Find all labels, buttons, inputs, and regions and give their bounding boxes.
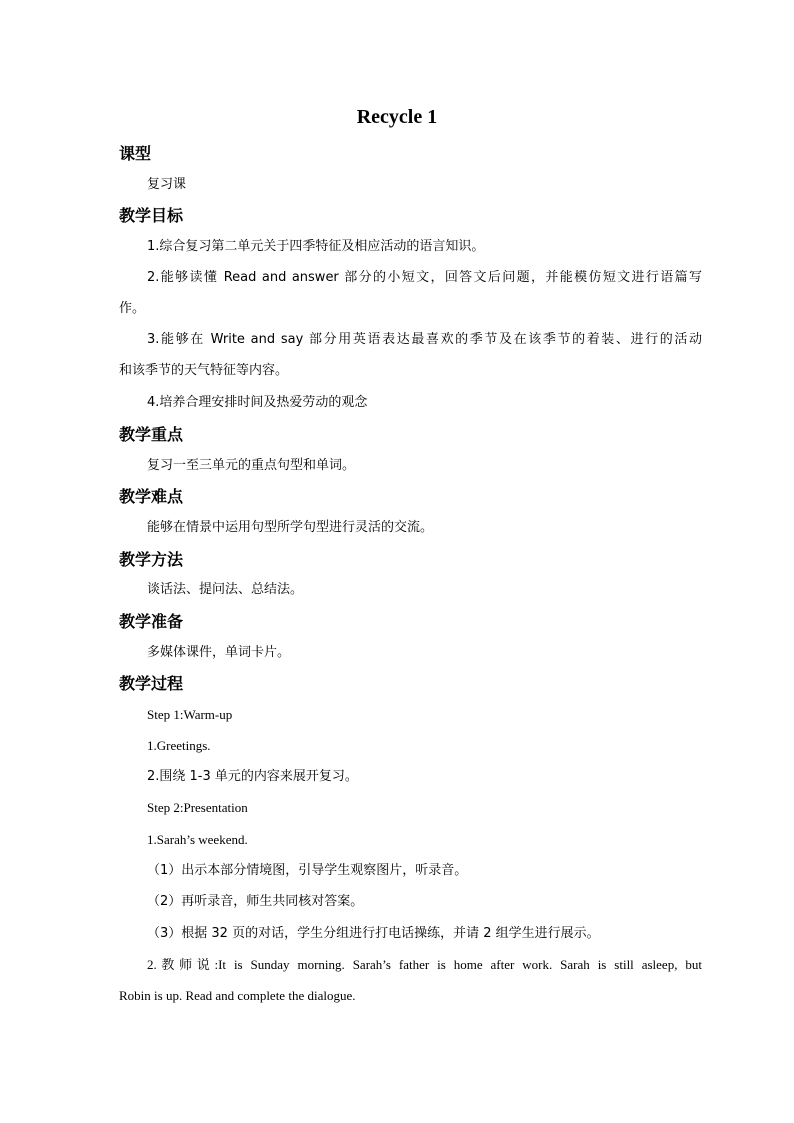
objective-line: 3.能够在 Write and say 部分用英语表达最喜欢的季节及在该季节的着装、进行的活动	[147, 332, 702, 347]
process-line: 2.围绕 1-3 单元的内容来展开复习。	[147, 769, 358, 784]
section-heading-process: 教学过程	[119, 674, 184, 693]
process-line: Step 1:Warm-up	[147, 707, 233, 722]
process-line: Robin is up. Read and complete the dialogue.	[119, 988, 356, 1003]
process-line: 1.Sarah’s weekend.	[147, 832, 248, 847]
methods-content: 谈话法、提问法、总结法。	[147, 582, 304, 597]
section-heading-lesson-type: 课型	[119, 144, 152, 163]
process-line: （3）根据 32 页的对话，学生分组进行打电话操练，并请 2 组学生进行展示。	[147, 926, 600, 941]
objective-line: 作。	[119, 301, 146, 316]
objective-line: 1.综合复习第二单元关于四季特征及相应活动的语言知识。	[147, 239, 485, 254]
section-heading-methods: 教学方法	[119, 550, 184, 569]
process-line: （1）出示本部分情境图，引导学生观察图片，听录音。	[147, 863, 468, 878]
objective-line: 和该季节的天气特征等内容。	[119, 363, 289, 378]
page-title: Recycle 1	[356, 106, 438, 128]
difficulties-content: 能够在情景中运用句型所学句型进行灵活的交流。	[147, 520, 434, 535]
objective-line: 4.培养合理安排时间及热爱劳动的观念	[147, 395, 368, 410]
preparation-content: 多媒体课件，单词卡片。	[147, 645, 291, 660]
lesson-type-content: 复习课	[147, 177, 187, 192]
process-line: 2.教师说:It is Sunday morning. Sarah’s father is home after work. Sarah is still asleep, but	[147, 957, 702, 972]
process-line: （2）再听录音，师生共同核对答案。	[147, 894, 364, 909]
key-points-content: 复习一至三单元的重点句型和单词。	[147, 458, 356, 473]
section-heading-difficulties: 教学难点	[119, 487, 184, 506]
objective-line: 2.能够读懂 Read and answer 部分的小短文，回答文后问题，并能模仿短文进行语篇写	[147, 270, 702, 285]
section-heading-objectives: 教学目标	[119, 206, 184, 225]
section-heading-key-points: 教学重点	[119, 425, 184, 444]
section-heading-preparation: 教学准备	[119, 612, 184, 631]
process-line: 1.Greetings.	[147, 738, 211, 753]
process-line: Step 2:Presentation	[147, 800, 248, 815]
